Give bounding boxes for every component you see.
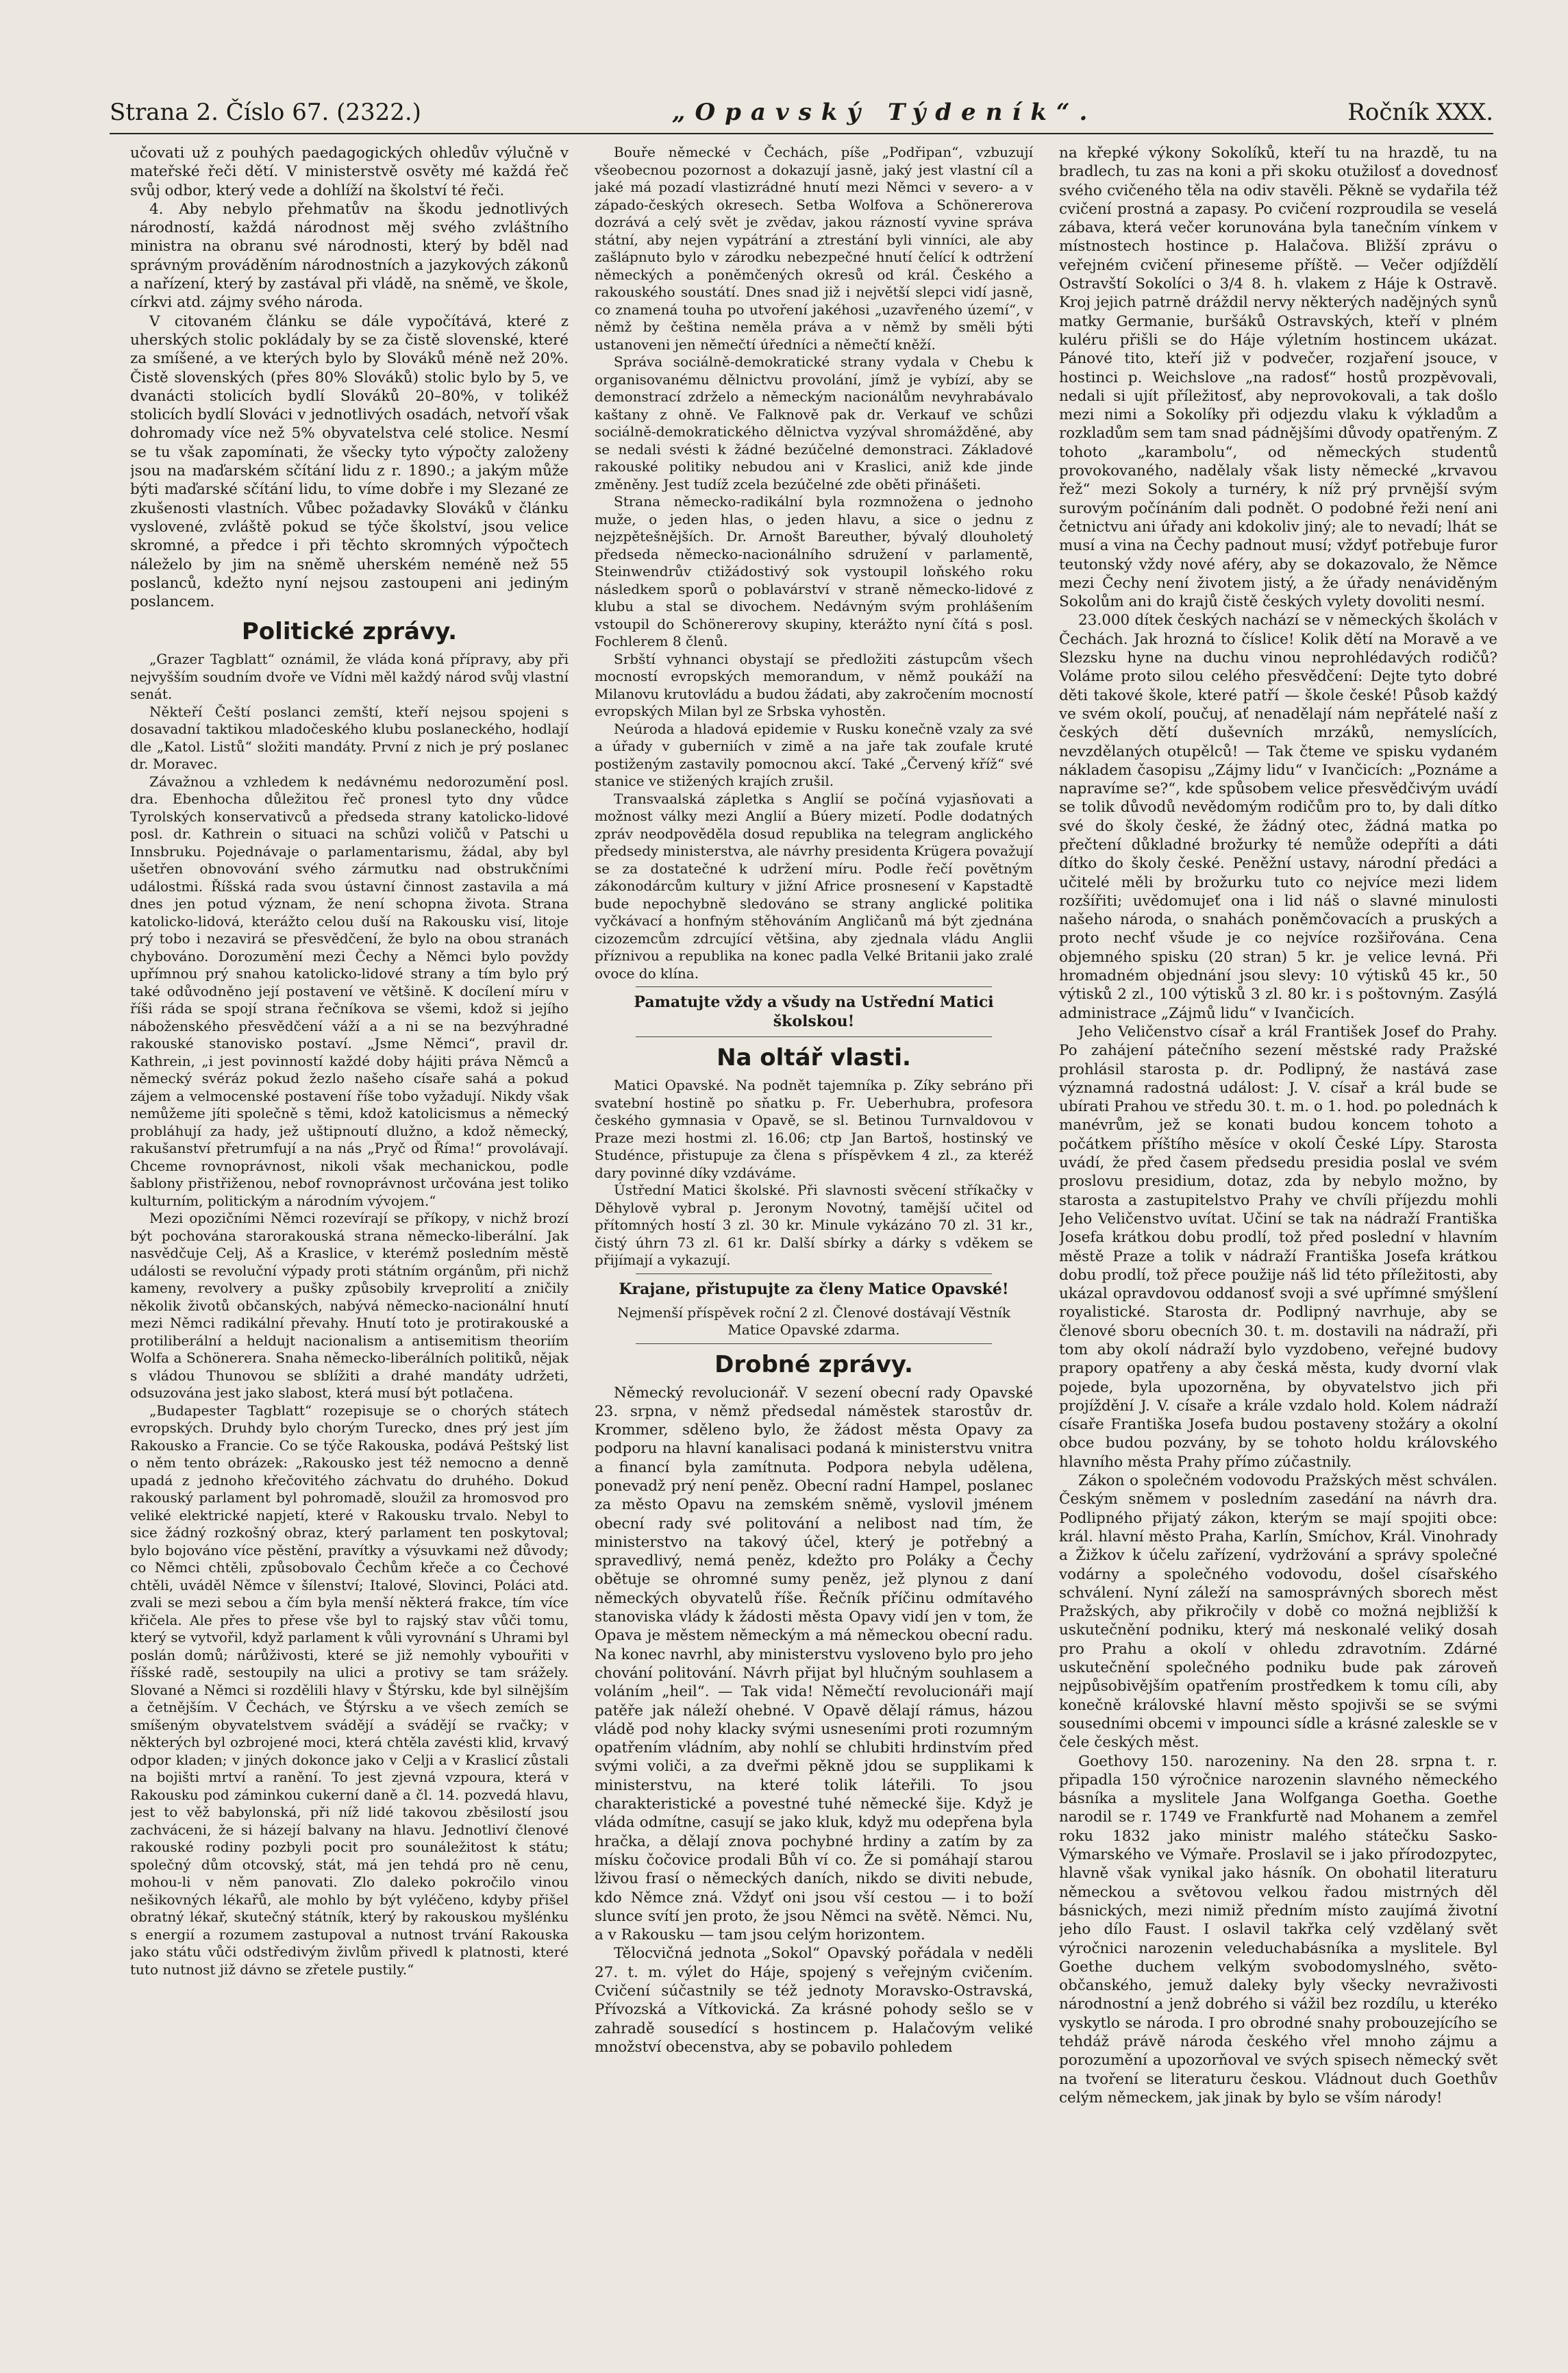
notice-krajane-sub: Nejmenší příspěvek roční 2 zl. Členové dostávají Věstník Matice Opavské zdarma. (617, 1304, 1010, 1338)
news-item: Neúroda a hladová epidemie v Rusku konečně vzaly za své a úřady v guberniích v zimě a na jaře tak zoufale kruté postiženým zastavily pomocnou akcí. Také „Červený kříž“ své stanice ve stižených krajích zrušil. (595, 720, 1033, 789)
news-item: Bouře německé v Čechách, píše „Podřipan“, vzbuzují všeobecnou pozornost a dokazují jasně, jaký jest vlastní cíl a jaké má pozadí vlastizrádné hnutí mezi Němci v severo- a v západo-českých okresech. Setba Wolfova a Schönererova dozrává a celý svět je zvědav, jakou rázností vyvine správa státní, aby nejen vypátrání a ztrestání byli vinníci, ale aby zašlápnuto bylo v zárodku nebezpečné hnutí čelící k odtržení německých a poněmčených okresů od král. Českého a rakouského soustátí. Dnes snad již i největší slepci vidí jasně, co znamená touha po utvoření jakéhosi „uzavřeného území“, v němž by čeština neměla práva a v němž by směli býti ustanoveni jen němečtí úředníci a němečtí kněží. (595, 144, 1033, 353)
notice-matice: Pamatujte vždy a všudy na Ustřední Matici školskou! (634, 993, 994, 1030)
header-rule (110, 133, 1493, 134)
column-3 (1059, 144, 1497, 2352)
news-item: Tělocvičná jednota „Sokol“ Opavský pořádala v neděli 27. t. m. výlet do Háje, spojený s veřejným cvičením. Cvičení súčastnily se též jednoty Moravsko-Ostravská, Přívozská a Vítkovická. Za krásné pohody sešlo se v zahradě sousedící s hostincem p. Halačovým veliké množství obecenstva, aby se pobavilo pohledem (595, 1945, 1033, 2056)
news-item: 23.000 dítek českých nachází se v německých školách v Čechách. Jak hrozná to číslice! Kolik dětí na Moravě a ve Slezsku hyne na duchu vinou neprohlédavých rodičů? Voláme proto silou celého přesvědčení: Dejte tyto dobré děti takové škole, které patří — škole české! Působ každý ve svém okolí, poučuj, ať nenadělají nám nepřátelé naší z českých dětí duševních mrzáků, nemyslících, nevzdělaných otupělců! — Tak čteme ve spisku vydaném nákladem časopisu „Zájmy lidu“ v Ivančicích: „Poznáme a napravíme se?“, kde spůsobem velice přesvědčivým uvádí se tolik důvodů nevědomým rodičům pro to, by dali dítko své do školy české, že žádný otec, žádná matka po přečtení důkladné brožurky té nemůže odepříti a dáti dítko do školy české. Peněžní ustavy, národní předáci a učitelé měli by brožurku tuto co nejvíce mezi lidem rozšířiti; uvědomujeť ona i lid náš o slavné minulosti našeho národa, o snahách poněmčovacích a pruských a proto nechť všude je co nejvíce rozšiřována. Cena objemného spisku (20 stran) 5 kr. je velice levná. Při hromadném objednání jsou slevy: 10 výtisků 45 kr., 50 výtisků 2 zl., 100 výtisků 3 zl. 80 kr. i s poštovným. Zasýlá administrace „Zájmů lidu“ v Ivančicích. (1059, 612, 1497, 1022)
news-item: Německý revolucionář. V sezení obecní rady Opavské 23. srpna, v němž předsedal náměstek starostův dr. Krommer, sděleno bylo, že žádost města Opavy za podporu na hlavní kanalisaci podaná k ministerstvu vnitra a financí byla zamítnuta. Podpora nebyla udělena, ponevadž prý není peněz. Obecní radní Hampel, poslanec za město Opavu na zemském sněmě, vyslovil jménem obecní rady své politování a nelibost nad tím, že ministerstvo na takový účel, který je potřebný a spravedlivý, nemá peněz, kdežto pro Poláky a Čechy obětuje se ohromné sumy peněz, jež plynou z daní německých obyvatelů říše. Řečník příčinu odmítavého stanoviska vlády k žádosti města Opavy vidí jen v tom, že Opava je městem německým a má německou obecní radu. Na konec navrhl, aby ministerstvu vysloveno bylo pro jeho chování politování. Návrh přijat byl hlučným souhlasem a voláním „heil“. — Tak vida! Němečtí revolucionáři mají patěře jak náleží ohebné. V Opavě dělají rámus, házou vládě pod nohy klacky svými usneseními proti rozumným opatřením vládním, aby nohlí se chlubiti hrdinstvím před svými voliči, a za dveřmi pěkně jdou se supplikami k ministerstvu, na které tolik láteřili. To jsou charakteristické a povestné tuhé německé šije. Když je vláda odmítne, casují se jako kluk, když mu odepřena byla hračka, a dělají znova pochybné hrdiny a zatím by za mísku čočovice prodali Bůh ví co. Že si pomáhají starou lživou frasí o německých daních, nikdo se diviti nebude, kdo Němce zná. Vždyť oni jsou vší cestou — i to boží slunce svítí jen proto, že jsou Němci na světě. Němci. Nu, a v Rakousku — tam jsou celým horizontem. (595, 1384, 1033, 1944)
divider (636, 1036, 992, 1037)
section-heading-politics: Politické zprávy. (241, 618, 458, 646)
notice-krajane: Krajane, přistupujte za členy Matice Opavské! (619, 1280, 1009, 1298)
column-2 (595, 144, 1033, 2352)
news-item: „Grazer Tagblatt“ oznámil, že vláda koná přípravy, aby při nejvyšším soudním dvoře ve Vídni měl každý národ svůj vlastní senát. (130, 651, 569, 703)
news-item: Správa sociálně-demokratické strany vydala v Chebu k organisovanému dělnictvu provolání, jímž je vybízí, aby se demonstrací zdrželo a německým nacionálům nevyhrabávalo kaštany z ohně. Ve Falknově pak dr. Verkauf ve schůzi sociálně-demokratického dělnictva vyzýval shromážděné, aby se nedali svésti k žádné bezúčelné demonstraci. Základové rakouské politiky nebudou ani v Kraslici, aniž kde jinde změněny. Jest tudíž zcela bezúčelné zde oběti přinášeti. (595, 353, 1033, 493)
header-left: Strana 2. Číslo 67. (2322.) (110, 99, 421, 126)
header-title: „Opavský Týdeník“. (671, 99, 1097, 126)
news-item: Goethovy 150. narozeniny. Na den 28. srpna t. r. připadla 150 výročnice narozenin slavného německého básníka a myslitele Jana Wolfganga Goetha. Goethe narodil se r. 1749 ve Frankfurtě nad Mohanem a zemřel roku 1832 jako ministr malého státečku Sasko-Výmarského ve Výmaře. Proslavil se i jako přírodozpytec, hlavně však vynikal jako hásník. On obohatil literaturu německou a světovou velkou řadou mistrných děl básnických, mezi nimiž předním místo zaujímá životní jeho dílo Faust. I oslavil takřka celý vzdělaný svět výročnici narozenin veleduchabásníka a myslitele. Byl Goethe duchem velkým svobodomyslného, světo-občanského, jemuž daleky byly všecky nevraživosti národnostní a jenž dobrého si vážil bez rozdílu, u kteréko vyskytlo se národa. I pro obrodné snahy probouzejícího se tehdáž právě národa českého vřel mnoho zájmu a porozumění a upozorňoval ve svých spisech německý svět na tvoření se literaturu českou. Vládnout duch Goethův celým německem, jak jinak by bylo se vším národy! (1059, 1752, 1497, 2107)
news-item: Jeho Veličenstvo císař a král František Josef do Prahy. Po zahájení pátečního sezení městské rady Pražské prohlásil starosta p. dr. Podlipný, že nastává zase významná radostná událost: J. V. císař a král bude se ubírati Prahou ve středu 30. t. m. o 1. hod. po polednách k manévrům, jež se konati budou koncem tohoto a počátkem příštího měsíce v okolí České Lípy. Starosta uvádí, že před časem předsedu presidia poslal ve svém proslovu presidium, dotaz, zda by nebylo možno, by starosta a zastupitelstvo Prahy ve chvíli příjezdu mohli Jeho Veličenstvo uvítat. Učiní se tak na nádraží Františka Josefa krátkou dobu prodlí, tož před poslední v hlavním městě Praze a tolik v nádraží Františka Josefa krátkou dobu prodlí, tož přece použije náš lid této příležitosti, aby ukázal opravdovou oddanosť svoji a své upřímné smýšlení royalistické. Starosta dr. Podlipný navrhuje, aby se členové sboru obecních 30. t. m. dostavili na nádraží, při tom aby okolí nádraží bylo vyzdobeno, veřejné budovy prapory opatřeny a aby česká města, kudy dvorní vlak pojede, byla upozorněna, by obyvatelstvo jich při projíždění J. V. císaře a krále vzdalo hold. Kolem nádraží císaře Františka Josefa budou postaveny stožáry a okolní obce budou pozvány, by se tohoto holdu královského hlavního města Prahy přímo zúčastnily. (1059, 1023, 1497, 1471)
article-paragraph: V citovaném článku se dále vypočítává, které z uherských stolic pokládaly by se za čistě slovenské, které za smíšené, a ve kterých bylo by Slováků méně než 20%. Čistě slovenských (přes 80% Slováků) stolic bylo by 5, ve dvanácti stolicích bydlí Slováků 20–80%, v tolikéž stolicích bydlí Slováci v jednotlivých osadách, netvoří však dohromady více než 5% obyvatelstva celé stolice. Nesmí se tu však zapomínati, že všecky tyto výpočty založeny jsou na maďarském sčítání lidu z r. 1890.; a jakým může býti maďarské sčítání lidu, to víme dobře i my Slezané ze zkušenosti vlastních. Vůbec požadavky Slováků v článku vyslovené, zvláště pokud se týče školství, jsou velice skromné, a předce i při těchto skromných výpočtech náleželo by jim na sněmě uherském neméně než 55 poslanců, kdežto nyní nejsou zastoupeni ani jediným poslancem. (130, 312, 569, 611)
news-item: Závažnou a vzhledem k nedávnému nedorozumění posl. dra. Ebenhocha důležitou řeč pronesl tyto dny vůdce Tyrolských konservativců a předseda strany katolicko-lidové posl. dr. Kathrein o situaci na schůzi voličů v Patschi u Innsbruku. Pojednávaje o parlamentarismu, žádal, aby byl ušetřen obnovování svého zármutku nad obstrukčními událostmi. Říšská rada svou ústavní činnost zastavila a má dnes jen potud význam, že není schopna života. Strana katolicko-lidová, kterážto celou duší na Rakousku visí, litoje prý tobo i nezavirá se přesvědčení, že bylo na obou stranách chybováno. Dorozumění mezi Čechy a Němci bylo povždy upřímnou prý snahou katolicko-lidové strany a tím bylo prý také odůvodněno její postavení ve většině. K docílení míru v říši ráda se spojí strana řečníkova se všemi, kdož si jejího náboženského přesvědčení váží a a ni se na bezvýhradné rakouské stanovisko postaví. „Jsme Němci“, pravil dr. Kathrein, „i jest povinností každé doby hájiti práva Němců a německý svéráz pokud žezlo našeho císaře sahá a pokud zájem a velmocenské postavení říše tobo vyžadují. Nikdy však nemůžeme jíti společně s těmi, kdož katolicismus a německý probláhují za hady, jež uštipnoutí dlužno, a kdož německý, rakušanství přetrumfují a na nás „Pryč od Říma!“ provolávají. Chceme rovnoprávnost, nikoli však mechanickou, podle šablony přistřiženou, nebof rovnoprávnost určována jest toliko kulturním, politickým a národním vývojem.“ (130, 773, 569, 1209)
section-heading-altar: Na oltář vlasti. (717, 1044, 911, 1071)
news-item: Mezi opozičními Němci rozevírají se příkopy, v nichž brozí být pochována starorakouská strana německo-liberální. Jak nasvědčuje Celj, Aš a Kraslice, v kterémž posledním městě události se revoluční výpady proti státním orgánům, při nichž kameny, revolvery a pušky způsobily krveprolití a zničily několik životů občanských, nabývá německo-nacionální hnutí mezi Němci radikální převahy. Hnutí toto je protirakouské a protiliberální a heldujt nacionalism a antisemitism theoriím Wolfa a Schönerera. Snaha německo-liberálních politiků, nějak s vládou Thunovou se sblížiti a drahé mandáty udržeti, odsuzována jest jako slabost, která musí být potlačena. (130, 1210, 569, 1402)
news-item: Ústřední Matici školské. Při slavnosti svěcení stříkačky v Děhylově vybral p. Jeronym Novotný, tamější učitel od přítomných hostí 3 zl. 30 kr. Minule vykázáno 70 zl. 31 kr., čistý úhrn 73 zl. 61 kr. Další sbírky a dárky s vděkem se přijímají a vykazují. (595, 1182, 1033, 1268)
divider (636, 1343, 992, 1344)
header-right: Ročník XXX. (1347, 99, 1493, 126)
divider (636, 986, 992, 987)
news-item: Zákon o společném vodovodu Pražských měst schválen. Českým sněmem v posledním zasedání na návrh dra. Podlipného přijatý zákon, kterým se mají spojiti obce: král. hlavní město Praha, Karlín, Smíchov, Král. Vinohrady a Žižkov k účelu zařízení, vydržování a správy společné vodárny a společného vodovodu, došel císařského schválení. Nyní záleží na samosprávných sborech měst Pražských, aby přikročily v době co možná nejbližší k uskutečnění podniku, který má neskonalé veliký dosah pro Prahu a okolí v ohledu zdravotním. Zdárné uskutečnění společného podniku bude pak zároveň nejpůsobivějším opatřením prostředkem k tomu cíli, aby konečně královské hlavní město spojivši se se svými sousedními obcemi v impounci sídle a krásné zaleskle se v čele českých měst. (1059, 1472, 1497, 1752)
news-item: Srbští vyhnanci obystají se předložiti zástupcům všech mocností evropských memorandum, v němž poukáží na Milanovu krutovládu a budou žádati, aby zakročením mocností evropských Milan byl ze Srbska vyhostěn. (595, 650, 1033, 719)
section-heading-short-news: Drobné zprávy. (714, 1350, 913, 1378)
news-item: Strana německo-radikální byla rozmnožena o jednoho muže, o jeden hlas, o jeden hlavu, a sice o jednu z nejzpětešnějších. Dr. Arnošt Bareuther, bývalý dlouholetý předseda německo-nacionálního sdružení v parlamentě, Steinwendrův ctižádostivý sok vystoupil loňského roku následkem sporů o poblavárství v straně německo-lidové z klubu a stal se divochem. Nedávným svým prohlášením vstoupil do Schönererovy skupiny, kterážto nyní čítá s posl. Fochlerem 8 členů. (595, 493, 1033, 649)
news-item: „Budapester Tagblatt“ rozepisuje se o chorých státech evropských. Druhdy bylo chorým Turecko, dnes prý jest jím Rakousko a Francie. Co se týče Rakouska, podává Peštský list o něm tento obrázek: „Rakousko jest též nemocno a denně upadá z jednoho křečovitého záchvatu do druhého. Dokud rakouský parlament byl pohromadě, sloužil za hromosvod pro veliké elektrické napjetí, které v Rakousku trvalo. Nebyl to sice žádný rozkošný obraz, který parlament ten poskytoval; bylo bojováno více pěstění, pravítky a výsuvkami než důvody; co Němci chtěli, způsobovalo Čechům křeče a co Čechové chtěli, uváděl Němce v šílenství; Italové, Slovinci, Poláci atd. zvali se mezi sebou a čím byla menší některá frakce, tím více křičela. Ale přes to přese vše byl to rajský stav vůči tomu, který se vytvořil, když parlament k vůli vyrovnání s Uhrami byl poslán domů; nárůživosti, které se již nemohly vybouřiti v říšské radě, sestoupily na ulici a protivy se tam srážely. Slované a Němci si rozdělili hlavy v Štýrsku, kde byl silnějším a četnějším. V Čechách, ve Štýrsku a ve všech zemích se smíšeným obyvatelstvem svádějí a svádějí se rvačky; v některých byl ozbrojené moci, která chtěla zavésti klid, krvavý odpor kladen; v jiných dokonce jako v Celji a v Kraslicí zůstali na bojišti mrtví a ranění. To jest zjevná vzpoura, která v Rakousku pod záminkou cukerní daně a čl. 14. pozvedá hlavu, jest to věž babylonská, při níž lidé takovou zběsilostí jsou zachváceni, že si házejí balvany na hlavu. Jednotliví členové rakouské rodiny pozbyli pocit pro sounáležitost k státu; společný dům otcovský, stát, má jen tehdá pro ně cenu, mohou-li v něm panovati. Zlo daleko pokročilo vinou nešikovných lékařů, ale mohlo by být vyléčeno, kdyby přišel obratný lékař, skutečný státník, který by rakouskou myšlénku s energií a rozumem zastupoval a nutnost trvání Rakouska jako státu vůči odstředivým živlům přivedl k platnosti, které tuto nutnost již dávno se zřetele pustily.“ (130, 1402, 569, 1978)
news-item: Transvaalská zápletka s Anglií se počíná vyjasňovati a možnost války mezi Anglií a Búery mizetí. Podle dodatných zpráv neodpověděla dosud republika na telegram anglického předsedy ministerstva, ale návrhy presidenta Krügera považují se za dostatečné k udržení míru. Podle řečí povětným zákonodárcům kultury v jižní Africe prosnesení v Kapstadtě bude nepochybně sledováno se strany anglické politika vyčkávací a honfným stěhováním Angličanů má být zjednána cizozemcům zdrcující většina, aby zjednala vládu Anglii příznivou a republika na konec padla Velké Britanii jako zralé ovoce do klína. (595, 790, 1033, 982)
article-paragraph: učovati už z pouhých paedagogických ohledův výlučně v mateřské řeči dětí. V ministerstvě osvěty mé každá řeč svůj odbor, který vede a dohlíží na školství té řeči. (130, 145, 569, 199)
column-1 (130, 144, 569, 2352)
news-item: na křepké výkony Sokolíků, kteří tu na hrazdě, tu na bradlech, tu zas na koni a při skoku otužilosť a dovednosť svého cvičeného těla na odiv stavěli. Pěkně se vydařila též cvičení prostná a zapasy. Po cvičení rozproudila se veselá zábava, která večer korunována byla tanečním vínkem v místnostech hostince p. Halačova. Bližší zprávu o veřejném cvičení přineseme příště. — Večer odjíždělí Ostravští Sokolíci o 3/4 8. h. vlakem z Háje k Ostravě. Kroj jejich patrně dráždil nervy některých nadějných synů matky Germanie, buršáků Ostravských, kteří v plném kuléru přišli se do Háje výletním hostincem ukázat. Pánové tito, kteří již v podvečer, rozjaření jsouce, v hostinci p. Weichslove „na radosť“ hostů prozpěvovali, nedali si ujít příležitosť, aby neprovokovali, a tak došlo mezi nimi a Sokolíky při odjezdu vlaku k výkladům a rozkladům sem tam snad pádnějšími důvody opatřeným. Z tohoto „karambolu“, od německých studentů provokovaného, nadělaly však listy německé „krvavou řež“ mezi Sokoly a turnéry, k níž prý prvnější svým surovým počínáním dali podnět. O podobné řeži není ani četnictvu ani úřady ani kdokoliv jiný; ale to nevadí; lhát se musí a vina na Čechy padnout musí; vždyť potřebuje furor teutonský vždy nové aféry, aby se dokazovalo, že Němce mezi Čechy není životem jistý, a že úřady nenáviděným Sokolům ani do krajů čistě českých vylety dovoliti nesmí. (1059, 145, 1497, 611)
page-header (110, 96, 1493, 129)
news-item: Matici Opavské. Na podnět tajemníka p. Zíky sebráno při svatební hostině po sňatku p. Fr. Ueberhubra, profesora českého gymnasia v Opavě, se sl. Betinou Turnvaldovou v Praze mezi hostmi zl. 16.06; ctp Jan Bartoš, hostinský ve Studénce, přistupuje za člena s příspěvkem 4 zl., za kteréž dary povinné díky vzdáváme. (595, 1077, 1033, 1181)
article-paragraph: 4. Aby nebylo přehmatův na škodu jednotlivých národností, každá národnost měj svého zvláštního ministra na obranu své národnosti, který by bděl nad správným prováděním národnostních a jazykových zákonů a nařízení, který by zastával při vládě, na sněmě, ve škole, církvi atd. zájmy svého národa. (130, 200, 569, 312)
news-item: Někteří Čeští poslanci zemští, kteří nejsou spojeni s dosavadní taktikou mladočeského klubu poslaneckého, hodlají dle „Katol. Listů“ složiti mandáty. První z nich je prý poslanec dr. Moravec. (130, 703, 569, 773)
